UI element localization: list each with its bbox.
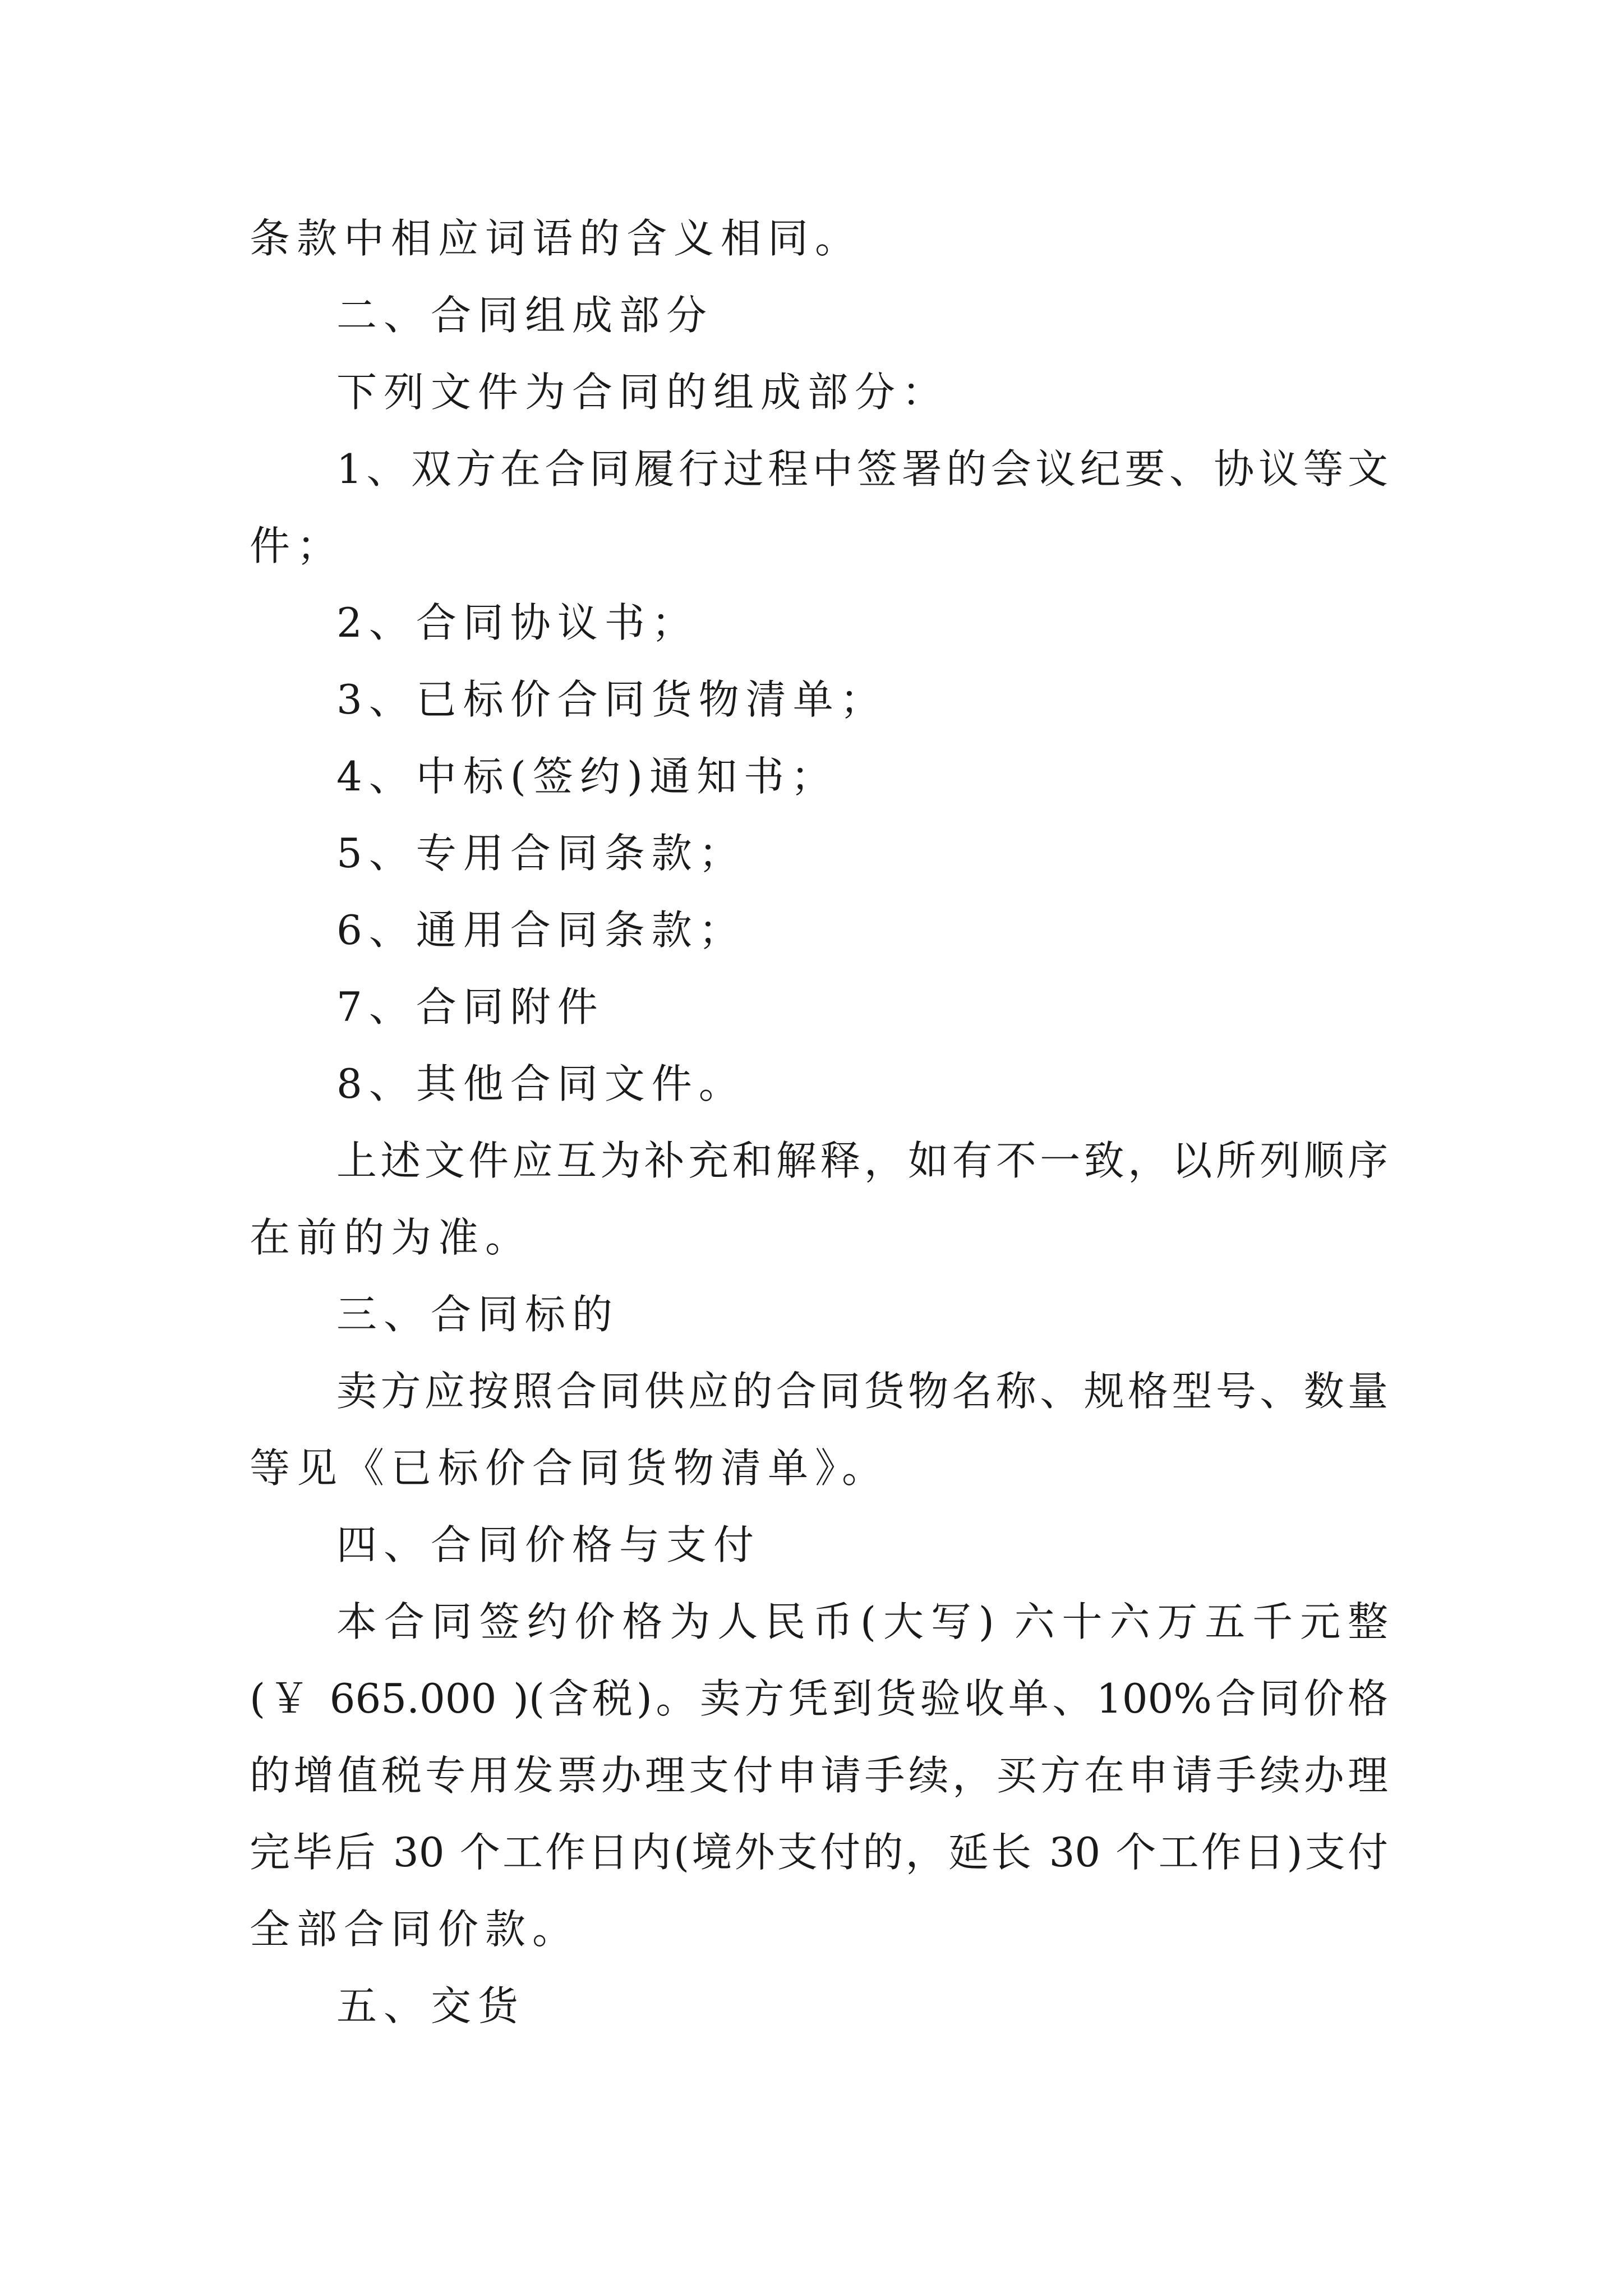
section-heading: 四、合同价格与支付: [336, 1521, 761, 1568]
paragraph-line: 完毕后 30 个工作日内(境外支付的，延长 30 个工作日)支付: [250, 1829, 1388, 1876]
list-item: 5、专用合同条款；: [336, 830, 746, 877]
list-item: 4、中标(签约)通知书；: [336, 753, 838, 800]
section-heading: 二、合同组成部分: [336, 292, 714, 339]
list-item-continuation: 件；: [250, 522, 344, 569]
paragraph-line: 的增值税专用发票办理支付申请手续，买方在申请手续办理: [250, 1752, 1388, 1799]
list-item: 7、合同附件: [336, 983, 605, 1030]
list-item: 8、其他合同文件。: [336, 1060, 746, 1107]
section-heading: 三、合同标的: [336, 1291, 620, 1338]
paragraph-line: 全部合同价款。: [250, 1906, 580, 1953]
list-item: 1、双方在合同履行过程中签署的会议纪要、协议等文: [336, 445, 1388, 493]
paragraph-line: 条款中相应词语的含义相同。: [250, 215, 863, 262]
paragraph-line: 等见《已标价合同货物清单》。: [250, 1444, 889, 1492]
paragraph-line: 卖方应按照合同供应的合同货物名称、规格型号、数量: [336, 1368, 1388, 1415]
paragraph-line: 在前的为准。: [250, 1214, 533, 1261]
paragraph-line: 本合同签约价格为人民币(大写) 六十六万五千元整: [336, 1598, 1388, 1645]
list-item: 6、通用合同条款；: [336, 907, 746, 954]
section-heading: 五、交货: [336, 1982, 525, 2030]
paragraph-line: 下列文件为合同的组成部分：: [336, 369, 949, 416]
paragraph-line: (￥ 665.000 )(含税)。卖方凭到货验收单、100%合同价格: [250, 1675, 1388, 1722]
list-item: 2、合同协议书；: [336, 599, 699, 646]
paragraph-line: 上述文件应互为补充和解释，如有不一致，以所列顺序: [336, 1137, 1388, 1184]
list-item: 3、已标价合同货物清单；: [336, 676, 887, 723]
